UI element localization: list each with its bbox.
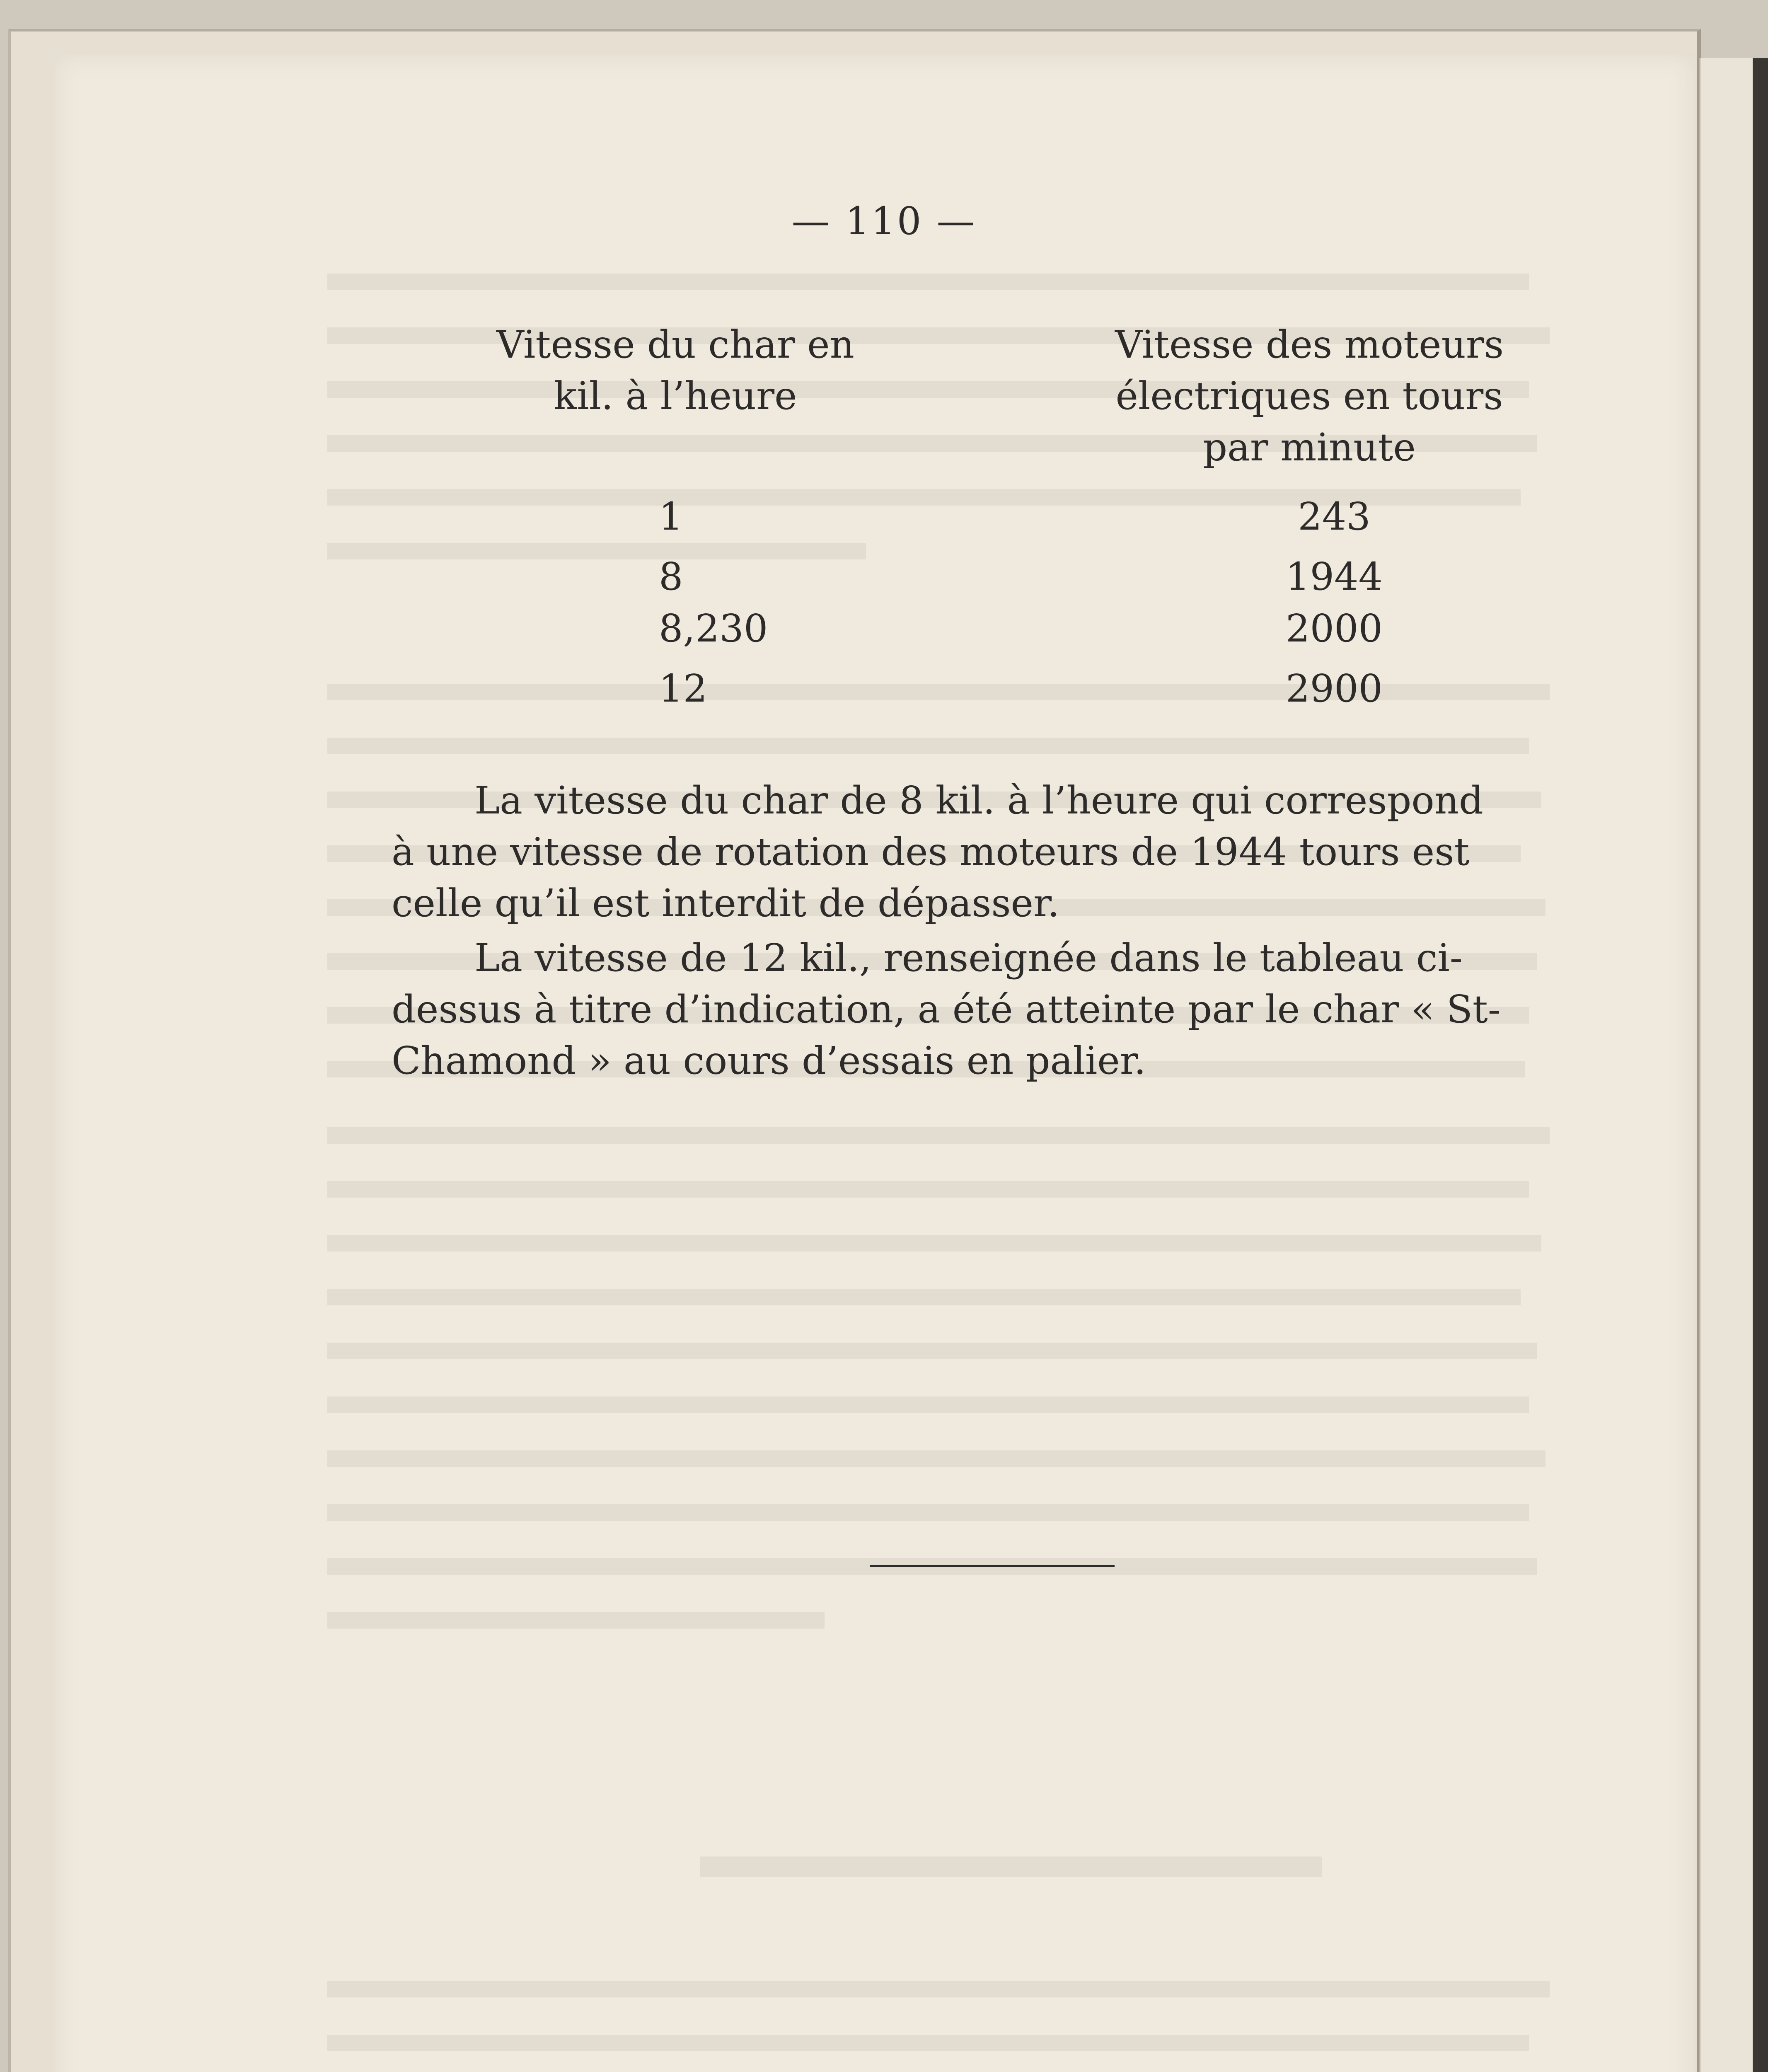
- table-cell-rpm: 2900: [1285, 666, 1383, 711]
- table-header-rpm: [1061, 319, 1558, 473]
- section-divider: [870, 1565, 1115, 1567]
- paragraph-line: dessus à titre d’indication, a été atteinte par le char « St-: [392, 987, 1501, 1031]
- paragraph: [392, 775, 1610, 929]
- paragraph-line: La vitesse de 12 kil., renseignée dans le tableau ci-: [474, 936, 1463, 980]
- table-cell-speed: 1: [659, 494, 683, 539]
- table-header-rpm-line: Vitesse des moteurs: [1115, 322, 1504, 367]
- table-header-rpm-line: électriques en tours: [1115, 374, 1503, 418]
- table-header-speed-line: kil. à l’heure: [554, 374, 797, 418]
- table-cell-rpm: 243: [1298, 494, 1371, 539]
- page-number: — 110 —: [791, 199, 977, 243]
- table-header-speed-line: Vitesse du char en: [496, 322, 854, 367]
- table-cell-speed: 8,230: [659, 606, 768, 651]
- table-cell-rpm: 1944: [1285, 554, 1383, 599]
- paragraph-line: à une vitesse de rotation des moteurs de 1944 tours est: [392, 830, 1470, 874]
- paragraph: [392, 932, 1610, 1087]
- paragraph-line: celle qu’il est interdit de dépasser.: [392, 881, 1060, 925]
- table-cell-speed: 8: [659, 554, 683, 599]
- table-header-speed: [456, 319, 895, 422]
- paragraph-line: La vitesse du char de 8 kil. à l’heure qui correspond: [474, 778, 1483, 823]
- right-page-edge: [1699, 58, 1758, 2072]
- right-binding-shadow: [1753, 58, 1768, 2072]
- paragraph-line: Chamond » au cours d’essais en palier.: [392, 1038, 1146, 1083]
- table-cell-rpm: 2000: [1285, 606, 1383, 651]
- table-cell-speed: 12: [659, 666, 708, 711]
- table-header-rpm-line: par minute: [1203, 425, 1416, 470]
